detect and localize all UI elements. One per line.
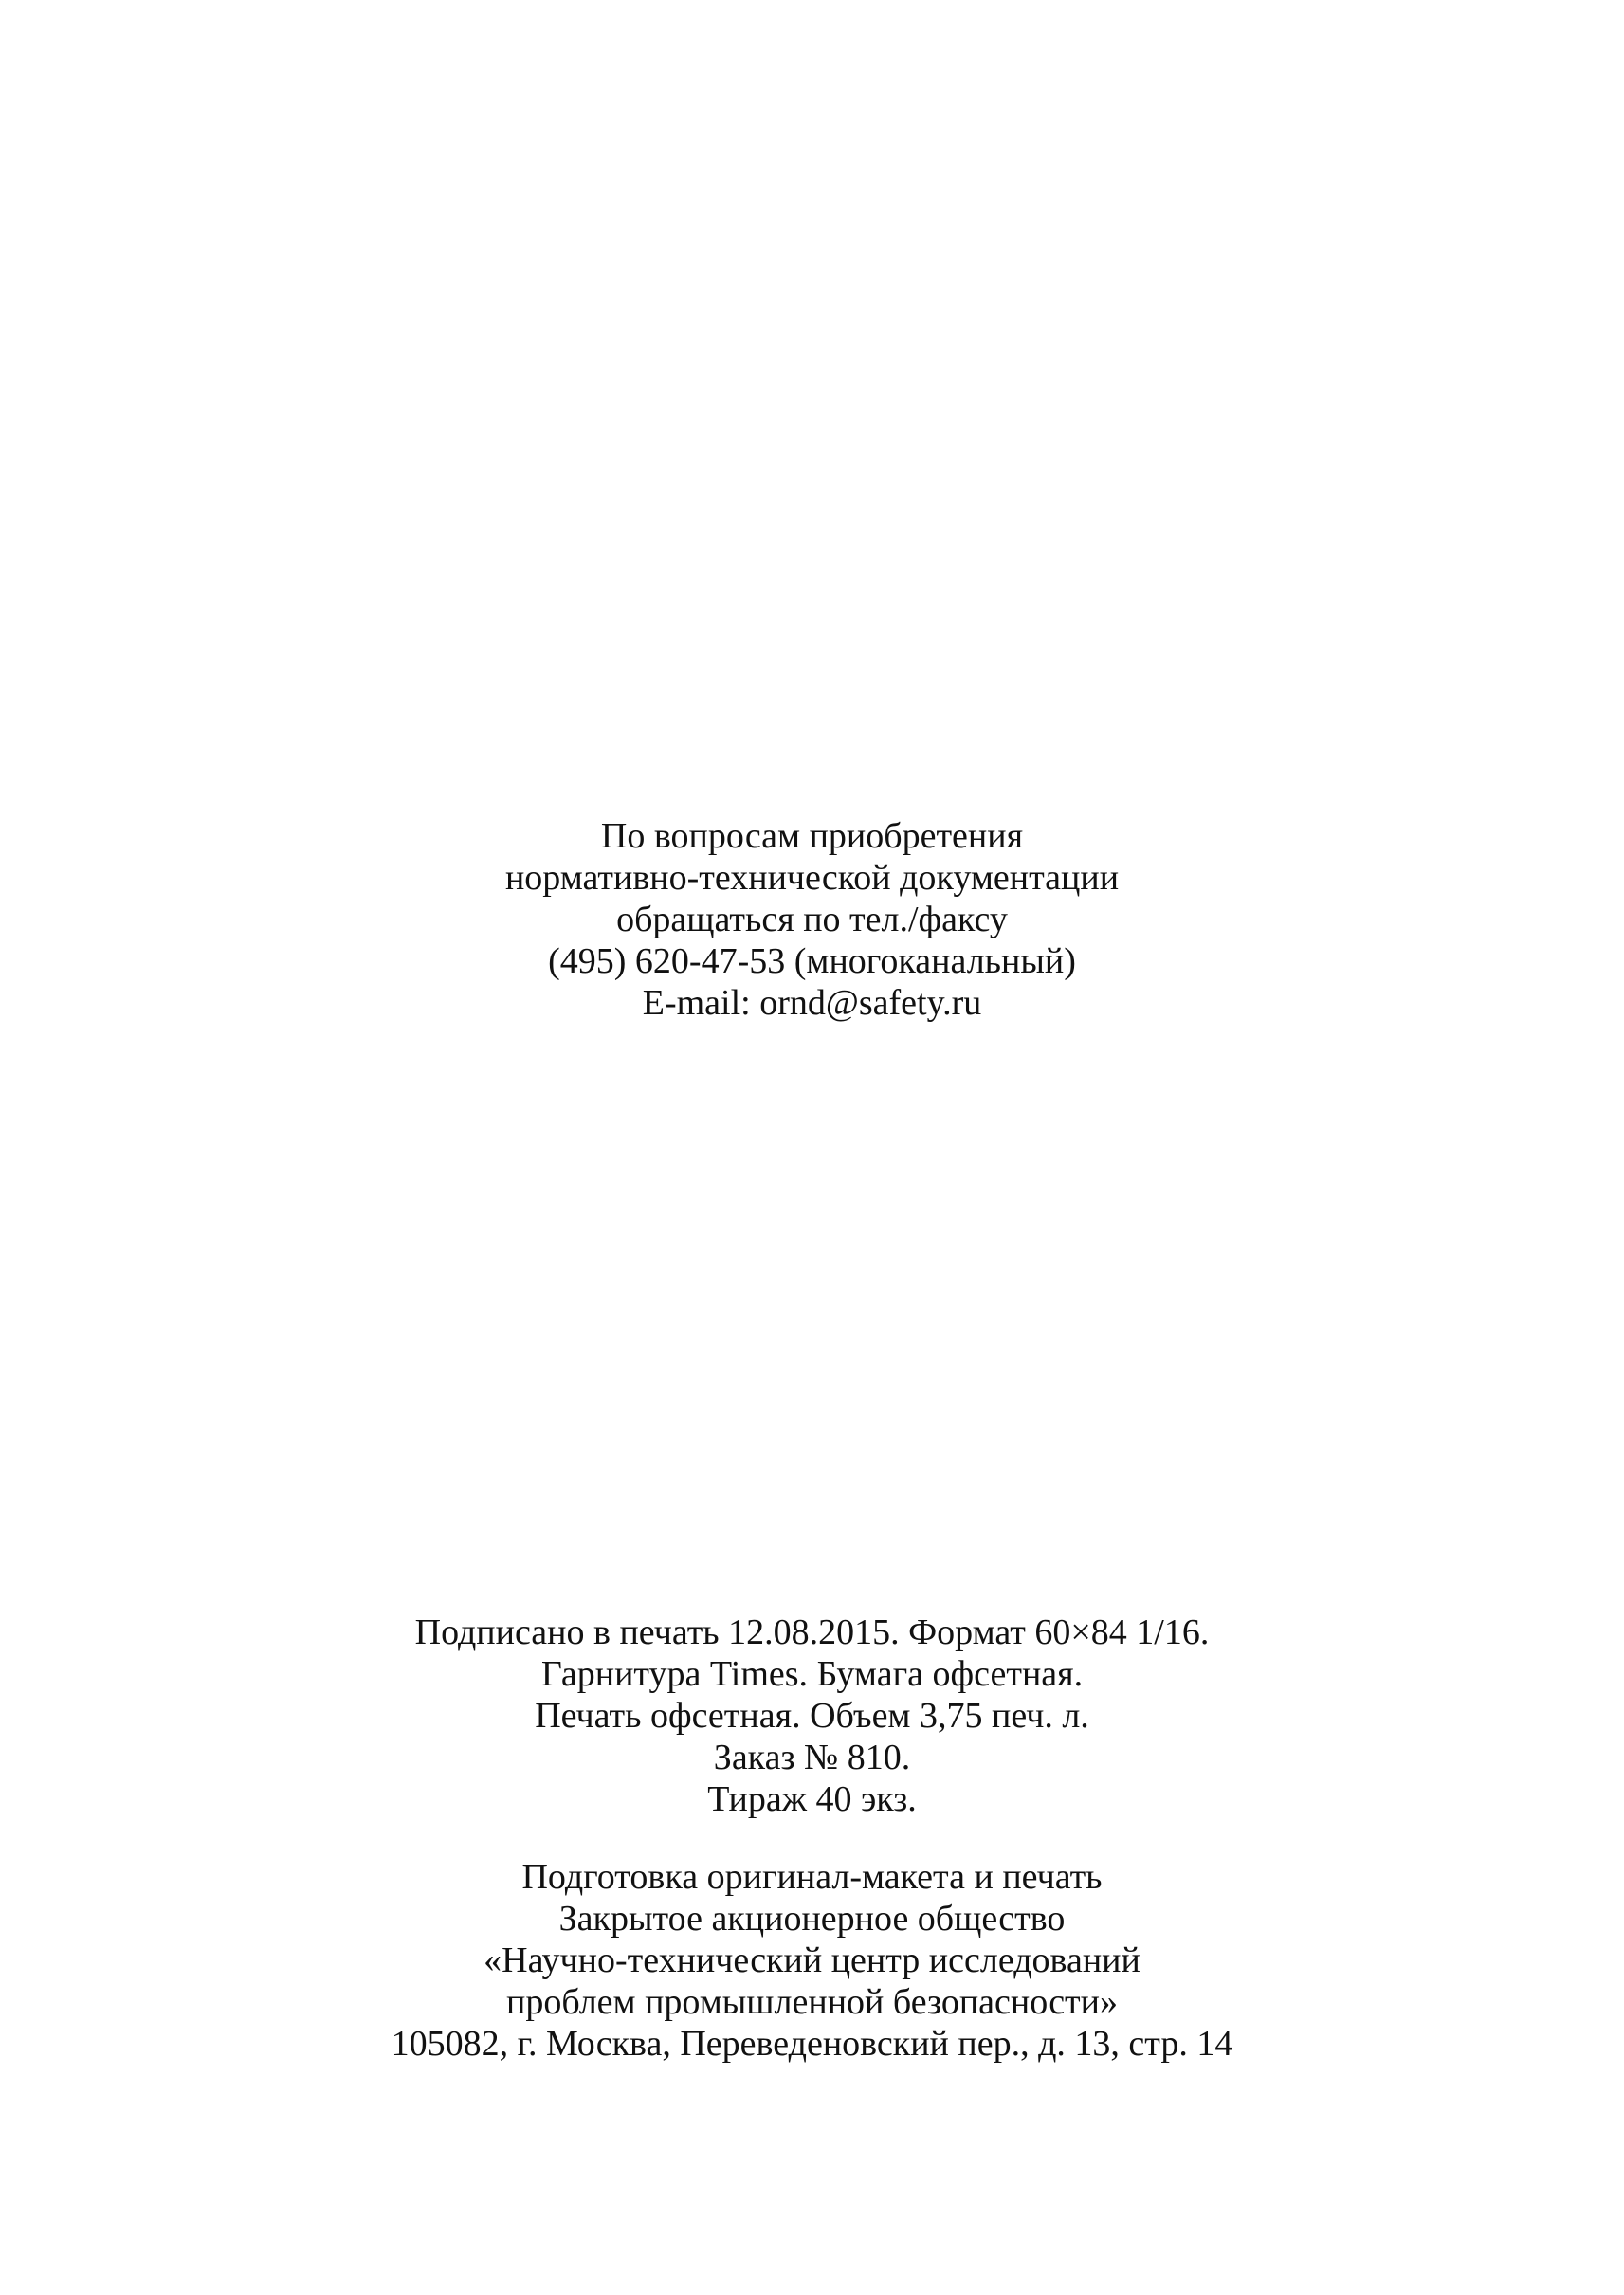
producer-line-company-type: Закрытое акционерное общество [558,1899,1066,1939]
producer-line-address: 105082, г. Москва, Переведеновский пер., д. 13, стр. 14 [391,2024,1233,2064]
imprint-line-signed-format: Подписано в печать 12.08.2015. Формат 60×84 1/16. [414,1612,1210,1652]
imprint-line-typeface-paper: Гарнитура Times. Бумага офсетная. [540,1654,1084,1694]
imprint-block [0,1612,1624,1820]
producer-block [0,1856,1624,2065]
imprint-line-order: Заказ № 810. [713,1738,911,1777]
producer-line-company-name-2: проблем промышленной безопасности» [506,1982,1118,2022]
contact-line-phone: (495) 620-47-53 (многоканальный) [548,941,1076,981]
producer-line-preparation: Подготовка оригинал-макета и печать [521,1857,1103,1897]
contact-line-documentation: нормативно-технической документации [504,858,1120,898]
producer-line-company-name-1: «Научно-технический центр исследований [484,1940,1140,1980]
contact-line-purchase: По вопросам приобретения [600,816,1024,856]
contact-line-phone-intro: обращаться по тел./факсу [616,900,1008,939]
contact-line-email: E-mail: ornd@safety.ru [642,983,982,1023]
imprint-line-circulation: Тираж 40 экз. [707,1779,917,1819]
contact-info-block [0,815,1624,1024]
imprint-line-print-volume: Печать офсетная. Объем 3,75 печ. л. [535,1696,1089,1736]
